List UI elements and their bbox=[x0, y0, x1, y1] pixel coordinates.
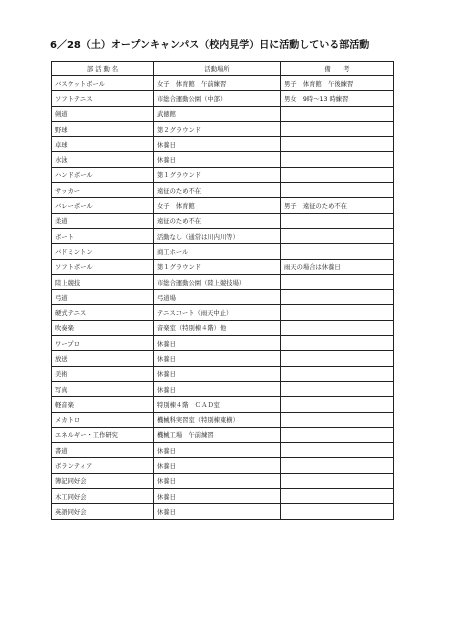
header-remarks: 備 考 bbox=[281, 62, 394, 76]
table-row bbox=[52, 183, 394, 198]
table-row bbox=[52, 397, 394, 412]
table-row bbox=[52, 152, 394, 167]
table-row bbox=[52, 427, 394, 442]
club-name-cell: バスケットボール bbox=[52, 76, 154, 91]
table-row bbox=[52, 106, 394, 121]
table-body bbox=[52, 76, 394, 520]
activity-place-cell: 第１グラウンド bbox=[154, 167, 281, 182]
table-row bbox=[52, 198, 394, 213]
activity-place-cell: 商工ホール bbox=[154, 244, 281, 259]
club-activity-table bbox=[51, 61, 394, 520]
table-row bbox=[52, 290, 394, 305]
remarks-cell bbox=[281, 381, 394, 396]
table-row bbox=[52, 274, 394, 289]
activity-place-cell: 第１グラウンド bbox=[154, 259, 281, 274]
remarks-cell bbox=[281, 412, 394, 427]
remarks-cell bbox=[281, 320, 394, 335]
remarks-cell bbox=[281, 366, 394, 381]
club-name-cell: サッカー bbox=[52, 183, 154, 198]
remarks-cell bbox=[281, 336, 394, 351]
remarks-cell bbox=[281, 121, 394, 136]
club-name-cell: ボランティア bbox=[52, 458, 154, 473]
activity-place-cell: 遠征のため不在 bbox=[154, 213, 281, 228]
club-name-cell: バドミントン bbox=[52, 244, 154, 259]
club-name-cell: 陸上競技 bbox=[52, 274, 154, 289]
club-name-cell: 硬式テニス bbox=[52, 305, 154, 320]
activity-place-cell: 休養日 bbox=[154, 152, 281, 167]
activity-place-cell: 休養日 bbox=[154, 351, 281, 366]
table-row bbox=[52, 305, 394, 320]
activity-place-cell: 活動なし（通常は川内川等） bbox=[154, 228, 281, 243]
remarks-cell: 男子 体育館 午後練習 bbox=[281, 76, 394, 91]
club-name-cell: 水泳 bbox=[52, 152, 154, 167]
page-title: 6／28（土）オープンキャンパス（校内見学）日に活動している部活動 bbox=[50, 40, 370, 51]
remarks-cell bbox=[281, 458, 394, 473]
activity-place-cell: 武徳館 bbox=[154, 106, 281, 121]
activity-place-cell: 機械科実習室（特別棟東横） bbox=[154, 412, 281, 427]
club-name-cell: 野球 bbox=[52, 121, 154, 136]
table-row bbox=[52, 504, 394, 519]
activity-place-cell: 機械工場 午前練習 bbox=[154, 427, 281, 442]
table-row bbox=[52, 76, 394, 91]
club-name-cell: 弓道 bbox=[52, 290, 154, 305]
remarks-cell bbox=[281, 274, 394, 289]
remarks-cell: 男子 遠征のため不在 bbox=[281, 198, 394, 213]
table-row bbox=[52, 91, 394, 106]
remarks-cell bbox=[281, 473, 394, 488]
activity-place-cell: 市総合運動公園（中部） bbox=[154, 91, 281, 106]
club-name-cell: メカトロ bbox=[52, 412, 154, 427]
activity-place-cell: 特別棟４階 ＣＡＤ室 bbox=[154, 397, 281, 412]
table-row bbox=[52, 137, 394, 152]
club-name-cell: 木工同好会 bbox=[52, 489, 154, 504]
activity-place-cell: 音楽室（特別棟４階）他 bbox=[154, 320, 281, 335]
club-name-cell: ワープロ bbox=[52, 336, 154, 351]
remarks-cell bbox=[281, 427, 394, 442]
activity-place-cell: 女子 体育館 bbox=[154, 198, 281, 213]
club-name-cell: 書道 bbox=[52, 443, 154, 458]
activity-place-cell: 遠征のため不在 bbox=[154, 183, 281, 198]
table-row bbox=[52, 320, 394, 335]
club-name-cell: 剣道 bbox=[52, 106, 154, 121]
activity-place-cell: 休養日 bbox=[154, 381, 281, 396]
remarks-cell bbox=[281, 397, 394, 412]
remarks-cell bbox=[281, 137, 394, 152]
club-name-cell: 美術 bbox=[52, 366, 154, 381]
club-name-cell: 柔道 bbox=[52, 213, 154, 228]
activity-place-cell: 女子 体育館 午前練習 bbox=[154, 76, 281, 91]
club-name-cell: ハンドボール bbox=[52, 167, 154, 182]
club-name-cell: ソフトテニス bbox=[52, 91, 154, 106]
remarks-cell bbox=[281, 244, 394, 259]
activity-place-cell: 休養日 bbox=[154, 473, 281, 488]
table-row bbox=[52, 381, 394, 396]
activity-place-cell: 休養日 bbox=[154, 443, 281, 458]
table-row bbox=[52, 458, 394, 473]
table-row bbox=[52, 443, 394, 458]
club-name-cell: 軽音楽 bbox=[52, 397, 154, 412]
remarks-cell bbox=[281, 106, 394, 121]
remarks-cell bbox=[281, 443, 394, 458]
club-name-cell: 英語同好会 bbox=[52, 504, 154, 519]
activity-place-cell: 市総合運動公園（陸上競技場） bbox=[154, 274, 281, 289]
table-row bbox=[52, 489, 394, 504]
table-row bbox=[52, 259, 394, 274]
remarks-cell bbox=[281, 167, 394, 182]
remarks-cell bbox=[281, 290, 394, 305]
remarks-cell bbox=[281, 213, 394, 228]
remarks-cell bbox=[281, 152, 394, 167]
club-name-cell: 卓球 bbox=[52, 137, 154, 152]
header-activity-place: 活動場所 bbox=[154, 62, 281, 76]
club-name-cell: ボート bbox=[52, 228, 154, 243]
table-row bbox=[52, 121, 394, 136]
club-name-cell: バレーボール bbox=[52, 198, 154, 213]
table-row bbox=[52, 244, 394, 259]
activity-place-cell: 休養日 bbox=[154, 137, 281, 152]
table-row bbox=[52, 351, 394, 366]
table-row bbox=[52, 366, 394, 381]
activity-place-cell: 休養日 bbox=[154, 366, 281, 381]
remarks-cell bbox=[281, 489, 394, 504]
table-row bbox=[52, 213, 394, 228]
activity-place-cell: 第２グラウンド bbox=[154, 121, 281, 136]
remarks-cell bbox=[281, 351, 394, 366]
table-header-row bbox=[52, 62, 394, 76]
activity-place-cell: 弓道場 bbox=[154, 290, 281, 305]
table-row bbox=[52, 228, 394, 243]
table-row bbox=[52, 167, 394, 182]
table-row bbox=[52, 412, 394, 427]
remarks-cell bbox=[281, 504, 394, 519]
club-name-cell: エネルギー・工作研究 bbox=[52, 427, 154, 442]
club-name-cell: 放送 bbox=[52, 351, 154, 366]
remarks-cell bbox=[281, 183, 394, 198]
activity-place-cell: 休養日 bbox=[154, 489, 281, 504]
table-row bbox=[52, 473, 394, 488]
remarks-cell bbox=[281, 305, 394, 320]
remarks-cell: 雨天の場合は休養日 bbox=[281, 259, 394, 274]
club-name-cell: 写真 bbox=[52, 381, 154, 396]
table-row bbox=[52, 336, 394, 351]
activity-place-cell: 休養日 bbox=[154, 336, 281, 351]
remarks-cell bbox=[281, 228, 394, 243]
club-name-cell: 吹奏楽 bbox=[52, 320, 154, 335]
remarks-cell: 男女 9時～13 時練習 bbox=[281, 91, 394, 106]
activity-place-cell: 休養日 bbox=[154, 458, 281, 473]
activity-place-cell: テニスコート（雨天中止） bbox=[154, 305, 281, 320]
activity-place-cell: 休養日 bbox=[154, 504, 281, 519]
header-club-name: 部 活 動 名 bbox=[52, 62, 154, 76]
club-name-cell: 簿記同好会 bbox=[52, 473, 154, 488]
club-name-cell: ソフトボール bbox=[52, 259, 154, 274]
